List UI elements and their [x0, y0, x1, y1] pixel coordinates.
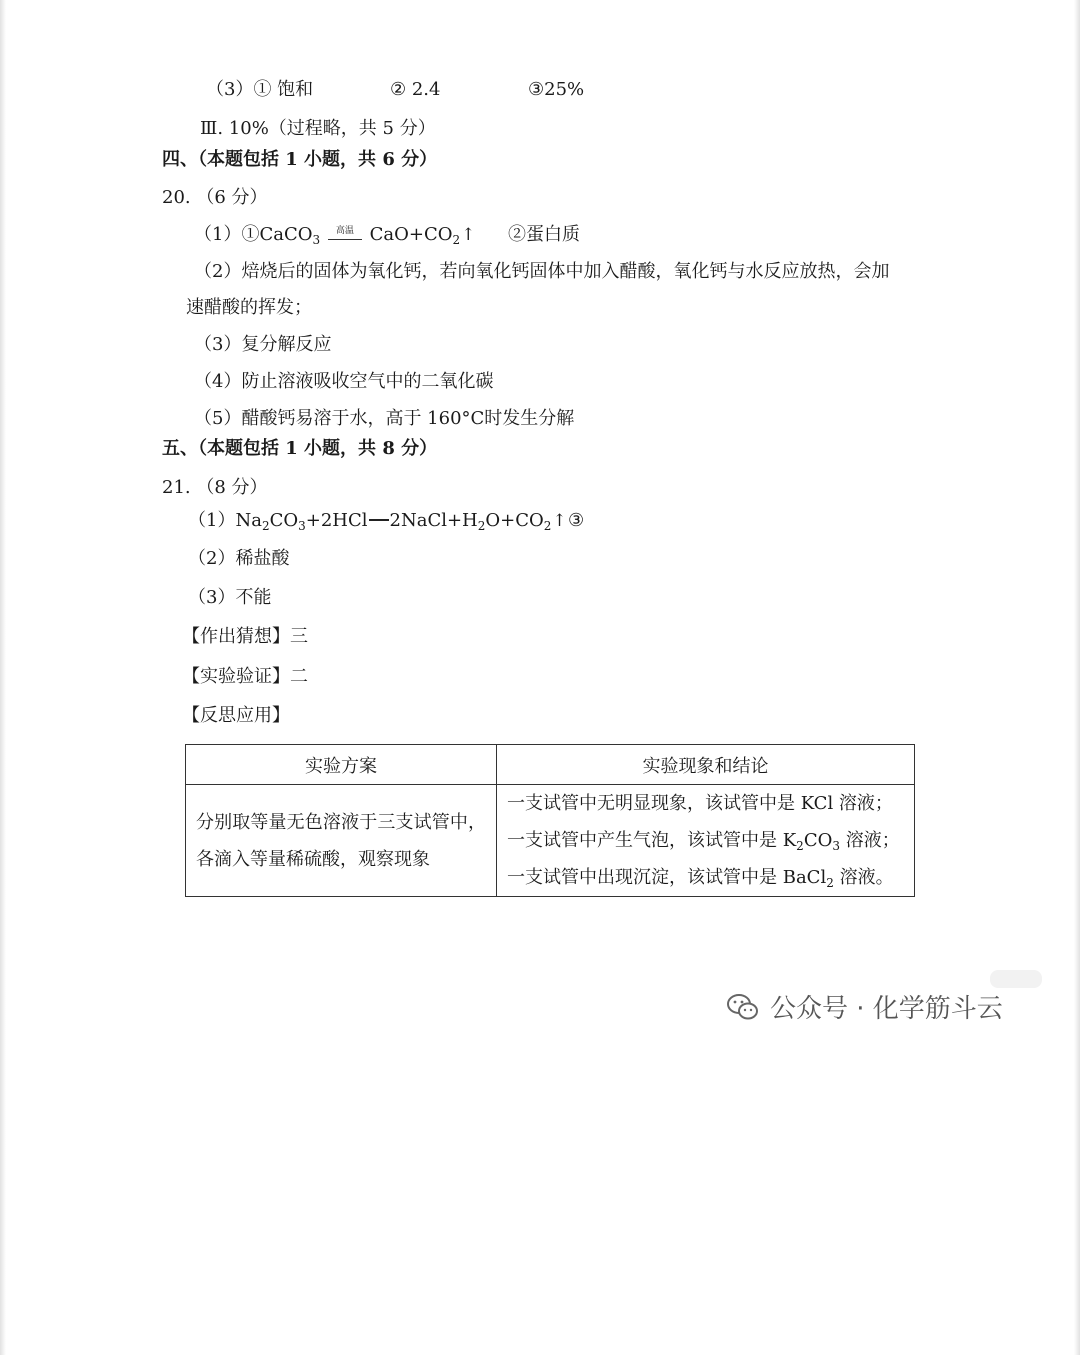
subscript: 2 [543, 519, 552, 533]
faint-corner-mark [990, 970, 1042, 988]
subscript: 3 [312, 233, 321, 247]
result-line-1: 一支试管中无明显现象，该试管中是 KCl 溶液； [507, 793, 893, 814]
q21-part2: （2）稀盐酸 [188, 548, 290, 569]
table-header-plan: 实验方案 [186, 745, 497, 785]
gas-arrow-icon: ↑ [461, 225, 476, 245]
formula-segment: O+CO [485, 510, 544, 531]
q21-heading: 21. （8 分） [162, 477, 268, 498]
reaction-condition [328, 226, 362, 240]
subscript: 2 [826, 876, 834, 890]
subscript: 2 [477, 519, 486, 533]
subscript: 3 [298, 519, 306, 533]
formula-segment: CO [269, 510, 299, 531]
result-text: 一支试管中产生气泡，该试管中是 K [507, 830, 797, 851]
q21-guess: 【作出猜想】三 [182, 626, 308, 647]
table-row [186, 785, 915, 897]
q20-part3: （3）复分解反应 [194, 334, 332, 355]
formula-segment: 2NaCl+H [389, 510, 478, 531]
result-text: 一支试管中出现沉淀，该试管中是 BaCl [507, 867, 827, 888]
table-header-row [186, 745, 915, 785]
page-border-right [1074, 0, 1080, 1355]
q20-part1-answer2: ②蛋白质 [508, 224, 580, 245]
q19-part3 [206, 78, 585, 102]
experiment-table [185, 744, 915, 897]
page-border-left [0, 0, 6, 1355]
q21-verify: 【实验验证】二 [182, 666, 308, 687]
table-cell-result [497, 785, 915, 897]
q20-part4: （4）防止溶液吸收空气中的二氧化碳 [194, 371, 494, 392]
q19-part3-answer2: ② 2.4 [390, 79, 441, 100]
result-line-2 [507, 822, 904, 859]
q20-part1 [194, 223, 580, 247]
section-4-heading: 四、（本题包括 1 小题，共 6 分） [162, 149, 438, 170]
table-cell-plan: 分别取等量无色溶液于三支试管中，各滴入等量稀硫酸，观察现象 [186, 785, 497, 897]
result-text: 溶液； [839, 830, 900, 851]
reaction-equals-bar [369, 519, 389, 521]
subscript: 2 [796, 839, 804, 853]
q19-part3-label: （3）① 饱和 [206, 79, 314, 100]
q21-part1 [188, 509, 585, 533]
q20-heading: 20. （6 分） [162, 187, 268, 208]
q19-part-iii: Ⅲ. 10%（过程略，共 5 分） [200, 118, 436, 139]
result-text: 溶液。 [833, 867, 894, 888]
condition-label: 高温 [335, 226, 354, 236]
formula-segment: +2HCl [305, 510, 368, 531]
q20-part2-line2: 速醋酸的挥发； [186, 297, 312, 318]
reaction-equals-bar [328, 239, 362, 240]
q20-formula-product: CaO+CO [369, 224, 453, 245]
table-header-result: 实验现象和结论 [497, 745, 915, 785]
q20-part2-line1: （2）焙烧后的固体为氧化钙，若向氧化钙固体中加入醋酸，氧化钙与水反应放热，会加 [194, 261, 890, 282]
q21-reflect: 【反思应用】 [182, 705, 290, 726]
watermark-text: 公众号 · 化学筋斗云 [770, 994, 1003, 1024]
gas-arrow-icon: ↑ [552, 511, 567, 531]
wechat-icon [726, 992, 760, 1022]
subscript: 3 [832, 839, 840, 853]
subscript: 2 [261, 519, 270, 533]
formula-segment: （1）Na [188, 510, 262, 531]
section-5-heading: 五、（本题包括 1 小题，共 8 分） [162, 438, 438, 459]
watermark [726, 988, 1003, 1025]
q20-formula-reactant: （1）①CaCO [194, 224, 313, 245]
q19-part3-answer3: ③25% [528, 79, 585, 100]
q20-part5: （5）醋酸钙易溶于水，高于 160°C时发生分解 [194, 408, 575, 429]
q21-part3: （3）不能 [188, 587, 272, 608]
result-text: CO [803, 830, 833, 851]
q21-part1-answer2: ③ [568, 510, 585, 531]
result-line-3 [507, 859, 904, 896]
subscript: 2 [452, 233, 461, 247]
